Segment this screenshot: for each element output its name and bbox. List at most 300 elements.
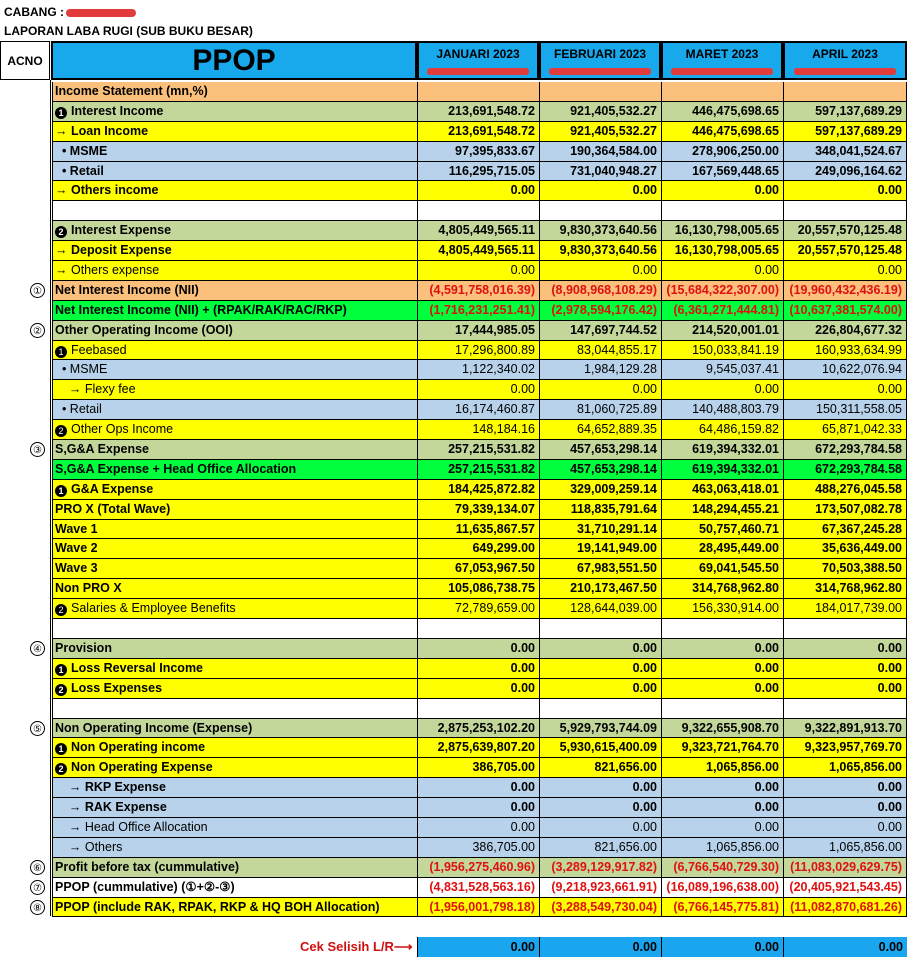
section-number: ④ bbox=[30, 641, 45, 656]
row-label bbox=[52, 281, 417, 301]
row-label-text: G&A Expense bbox=[71, 481, 154, 496]
table-row bbox=[0, 679, 910, 699]
cell-value: (8,908,968,108.29) bbox=[539, 281, 661, 301]
cell-value: 0.00 bbox=[661, 380, 783, 400]
cabang-text: CABANG : bbox=[4, 5, 64, 19]
table-row bbox=[0, 281, 910, 301]
cell-value: 0.00 bbox=[417, 181, 539, 201]
table-row bbox=[0, 858, 910, 878]
cell-value: 329,009,259.14 bbox=[539, 480, 661, 500]
row-label-text: PRO X (Total Wave) bbox=[55, 501, 171, 516]
cell-value bbox=[783, 201, 907, 221]
section-number: ② bbox=[30, 323, 45, 338]
cell-value: 0.00 bbox=[417, 261, 539, 281]
table-row bbox=[0, 142, 910, 162]
cell-value: 0.00 bbox=[783, 679, 907, 699]
cell-value: 213,691,548.72 bbox=[417, 102, 539, 122]
redacted-code bbox=[427, 68, 529, 75]
section-number: ⑤ bbox=[30, 721, 45, 736]
cell-value: 17,296,800.89 bbox=[417, 341, 539, 361]
row-label bbox=[52, 659, 417, 679]
cell-value: 4,805,449,565.11 bbox=[417, 241, 539, 261]
table-row bbox=[0, 221, 910, 241]
row-label bbox=[52, 221, 417, 241]
row-label bbox=[52, 341, 417, 361]
row-label-text: → RAK Expense bbox=[55, 800, 167, 815]
month-label: FEBRUARI 2023 bbox=[553, 47, 647, 61]
month-label: APRIL 2023 bbox=[812, 47, 878, 61]
row-label-text: → Others expense bbox=[55, 263, 160, 278]
row-label bbox=[52, 500, 417, 520]
row-label-text: Non Operating Income (Expense) bbox=[55, 720, 253, 735]
row-label bbox=[52, 738, 417, 758]
cell-value: 116,295,715.05 bbox=[417, 162, 539, 182]
table-row bbox=[0, 798, 910, 818]
cell-value: (6,766,145,775.81) bbox=[661, 898, 783, 918]
cell-value bbox=[417, 82, 539, 102]
cell-value: 0.00 bbox=[539, 639, 661, 659]
redacted-code bbox=[794, 68, 896, 75]
row-label bbox=[52, 858, 417, 878]
cell-value: 1,065,856.00 bbox=[783, 838, 907, 858]
cell-value: 0.00 bbox=[783, 818, 907, 838]
row-label bbox=[52, 102, 417, 122]
table-row bbox=[0, 818, 910, 838]
cell-value bbox=[661, 201, 783, 221]
cell-value: 226,804,677.32 bbox=[783, 321, 907, 341]
table-row bbox=[0, 380, 910, 400]
row-label bbox=[52, 838, 417, 858]
row-label bbox=[52, 798, 417, 818]
cell-value: 184,017,739.00 bbox=[783, 599, 907, 619]
cell-value: 0.00 bbox=[783, 639, 907, 659]
cell-value: 67,983,551.50 bbox=[539, 559, 661, 579]
cell-value: 0.00 bbox=[539, 818, 661, 838]
row-label bbox=[52, 420, 417, 440]
cell-value: 16,130,798,005.65 bbox=[661, 221, 783, 241]
section-number: ③ bbox=[30, 442, 45, 457]
check-value-feb: 0.00 bbox=[539, 937, 661, 957]
cell-value: 619,394,332.01 bbox=[661, 440, 783, 460]
cell-value: 150,311,558.05 bbox=[783, 400, 907, 420]
cell-value: 821,656.00 bbox=[539, 838, 661, 858]
cell-value: 69,041,545.50 bbox=[661, 559, 783, 579]
cell-value: 0.00 bbox=[661, 181, 783, 201]
table-row bbox=[0, 241, 910, 261]
table-row bbox=[0, 758, 910, 778]
cell-value: 0.00 bbox=[661, 261, 783, 281]
bullet-number: 1 bbox=[55, 743, 67, 755]
row-label-text: → Head Office Allocation bbox=[55, 819, 208, 834]
row-label-text: Non Operating income bbox=[71, 740, 206, 755]
section-number: ① bbox=[30, 283, 45, 298]
redacted-branch-name bbox=[66, 9, 136, 17]
cell-value: 619,394,332.01 bbox=[661, 460, 783, 480]
row-label bbox=[52, 699, 417, 719]
row-label bbox=[52, 898, 417, 918]
table-row bbox=[0, 360, 910, 380]
row-label-text: → Others income bbox=[55, 183, 159, 198]
cell-value: 83,044,855.17 bbox=[539, 341, 661, 361]
row-label bbox=[52, 758, 417, 778]
row-label-text: Loss Reversal Income bbox=[71, 660, 204, 675]
cell-value: (6,361,271,444.81) bbox=[661, 301, 783, 321]
row-label-text: Wave 2 bbox=[55, 541, 98, 556]
cell-value: (15,684,322,307.00) bbox=[661, 281, 783, 301]
cell-value: 31,710,291.14 bbox=[539, 520, 661, 540]
cell-value: 9,323,957,769.70 bbox=[783, 738, 907, 758]
cell-value: 50,757,460.71 bbox=[661, 520, 783, 540]
cell-value: 257,215,531.82 bbox=[417, 440, 539, 460]
cell-value: 0.00 bbox=[539, 778, 661, 798]
table-row bbox=[0, 520, 910, 540]
table-row bbox=[0, 878, 910, 898]
bullet-number: 2 bbox=[55, 684, 67, 696]
row-label-text: Interest Income bbox=[71, 103, 164, 118]
cell-value: 278,906,250.00 bbox=[661, 142, 783, 162]
cell-value: 20,557,570,125.48 bbox=[783, 241, 907, 261]
cell-value: 67,053,967.50 bbox=[417, 559, 539, 579]
bullet-number: 2 bbox=[55, 763, 67, 775]
cell-value: 190,364,584.00 bbox=[539, 142, 661, 162]
cell-value: 314,768,962.80 bbox=[661, 579, 783, 599]
row-label-text: PPOP (cummulative) (①+②-③) bbox=[55, 879, 235, 894]
table-row bbox=[0, 201, 910, 221]
cell-value: 921,405,532.27 bbox=[539, 122, 661, 142]
cell-value: 249,096,164.62 bbox=[783, 162, 907, 182]
table-row bbox=[0, 321, 910, 341]
row-label-text: Feebased bbox=[71, 342, 127, 357]
cell-value bbox=[539, 201, 661, 221]
row-label-text: Interest Expense bbox=[71, 223, 172, 238]
cell-value: (16,089,196,638.00) bbox=[661, 878, 783, 898]
cell-value: 1,065,856.00 bbox=[661, 838, 783, 858]
row-label-text: PPOP (include RAK, RPAK, RKP & HQ BOH Allocation) bbox=[55, 899, 380, 914]
table-row bbox=[0, 440, 910, 460]
cell-value: 0.00 bbox=[417, 639, 539, 659]
cell-value: 148,294,455.21 bbox=[661, 500, 783, 520]
row-label-text: Other Ops Income bbox=[71, 422, 174, 437]
check-value-apr: 0.00 bbox=[783, 937, 907, 957]
cell-value: 2,875,253,102.20 bbox=[417, 719, 539, 739]
bullet-number: 1 bbox=[55, 664, 67, 676]
cell-value: 213,691,548.72 bbox=[417, 122, 539, 142]
month-header-feb bbox=[539, 41, 661, 80]
cell-value: 0.00 bbox=[417, 659, 539, 679]
cell-value: 16,130,798,005.65 bbox=[661, 241, 783, 261]
table-row bbox=[0, 539, 910, 559]
cell-value bbox=[417, 619, 539, 639]
section-number: ⑧ bbox=[30, 900, 45, 915]
row-label-text: S,G&A Expense bbox=[55, 442, 150, 457]
month-header-mar bbox=[661, 41, 783, 80]
row-label bbox=[52, 122, 417, 142]
cell-value: (9,218,923,661.91) bbox=[539, 878, 661, 898]
row-label bbox=[52, 818, 417, 838]
row-label bbox=[52, 380, 417, 400]
cell-value: 9,830,373,640.56 bbox=[539, 221, 661, 241]
row-label bbox=[52, 241, 417, 261]
bullet-number: 2 bbox=[55, 604, 67, 616]
table-row bbox=[0, 659, 910, 679]
row-label-text: • Retail bbox=[55, 163, 104, 178]
cell-value: (19,960,432,436.19) bbox=[783, 281, 907, 301]
cell-value: 64,486,159.82 bbox=[661, 420, 783, 440]
row-label-text: Non PRO X bbox=[55, 581, 122, 596]
table-row bbox=[0, 579, 910, 599]
cell-value: 97,395,833.67 bbox=[417, 142, 539, 162]
table-row bbox=[0, 181, 910, 201]
row-label bbox=[52, 639, 417, 659]
cell-value: (3,289,129,917.82) bbox=[539, 858, 661, 878]
row-label bbox=[52, 301, 417, 321]
cell-value: 11,635,867.57 bbox=[417, 520, 539, 540]
row-label-text: Salaries & Employee Benefits bbox=[71, 601, 236, 616]
row-label-text: Other Operating Income (OOI) bbox=[55, 322, 233, 337]
cell-value: (1,716,231,251.41) bbox=[417, 301, 539, 321]
cell-value: 257,215,531.82 bbox=[417, 460, 539, 480]
row-label bbox=[52, 619, 417, 639]
table-row bbox=[0, 480, 910, 500]
cell-value: 0.00 bbox=[417, 818, 539, 838]
row-label-text: Provision bbox=[55, 640, 112, 655]
row-label bbox=[52, 878, 417, 898]
row-label bbox=[52, 579, 417, 599]
cell-value: (20,405,921,543.45) bbox=[783, 878, 907, 898]
cell-value: 649,299.00 bbox=[417, 539, 539, 559]
cell-value: 5,930,615,400.09 bbox=[539, 738, 661, 758]
bullet-number: 1 bbox=[55, 346, 67, 358]
month-label: JANUARI 2023 bbox=[436, 47, 520, 61]
row-label bbox=[52, 460, 417, 480]
cell-value: 20,557,570,125.48 bbox=[783, 221, 907, 241]
row-label-text: Net Interest Income (NII) bbox=[55, 282, 199, 297]
cell-value: 597,137,689.29 bbox=[783, 122, 907, 142]
cell-value: 147,697,744.52 bbox=[539, 321, 661, 341]
cell-value: (1,956,001,798.18) bbox=[417, 898, 539, 918]
table-row bbox=[0, 599, 910, 619]
cell-value: 67,367,245.28 bbox=[783, 520, 907, 540]
cell-value: 28,495,449.00 bbox=[661, 539, 783, 559]
month-label: MARET 2023 bbox=[685, 47, 759, 61]
cell-value bbox=[417, 699, 539, 719]
cell-value: 0.00 bbox=[783, 181, 907, 201]
income-statement-table bbox=[0, 82, 910, 917]
row-label-text: Net Interest Income (NII) + (RPAK/RAK/RAC/RKP) bbox=[55, 302, 347, 317]
table-row bbox=[0, 420, 910, 440]
cell-value: 0.00 bbox=[661, 818, 783, 838]
cell-value: 821,656.00 bbox=[539, 758, 661, 778]
cell-value bbox=[539, 699, 661, 719]
cell-value: 81,060,725.89 bbox=[539, 400, 661, 420]
cell-value: 4,805,449,565.11 bbox=[417, 221, 539, 241]
cell-value: 0.00 bbox=[417, 380, 539, 400]
cell-value: 1,122,340.02 bbox=[417, 360, 539, 380]
cell-value: 0.00 bbox=[661, 659, 783, 679]
cell-value bbox=[661, 699, 783, 719]
cell-value: 921,405,532.27 bbox=[539, 102, 661, 122]
redacted-code bbox=[671, 68, 773, 75]
row-label bbox=[52, 360, 417, 380]
cell-value: (1,956,275,460.96) bbox=[417, 858, 539, 878]
table-row bbox=[0, 400, 910, 420]
row-label-text: • Retail bbox=[55, 402, 102, 417]
row-label bbox=[52, 559, 417, 579]
cell-value: 0.00 bbox=[417, 778, 539, 798]
cell-value: 0.00 bbox=[783, 659, 907, 679]
row-label bbox=[52, 201, 417, 221]
cell-value: 118,835,791.64 bbox=[539, 500, 661, 520]
cell-value: 79,339,134.07 bbox=[417, 500, 539, 520]
cell-value: (3,288,549,730.04) bbox=[539, 898, 661, 918]
cell-value: 19,141,949.00 bbox=[539, 539, 661, 559]
cabang-label bbox=[4, 5, 136, 19]
check-difference-label: Cek Selisih L/R⟶ bbox=[300, 939, 413, 954]
table-row bbox=[0, 460, 910, 480]
table-row bbox=[0, 500, 910, 520]
check-value-mar: 0.00 bbox=[661, 937, 783, 957]
cell-value: (11,083,029,629.75) bbox=[783, 858, 907, 878]
cell-value: 488,276,045.58 bbox=[783, 480, 907, 500]
cell-value: 0.00 bbox=[661, 679, 783, 699]
redacted-code bbox=[549, 68, 651, 75]
cell-value: 156,330,914.00 bbox=[661, 599, 783, 619]
cell-value: 9,545,037.41 bbox=[661, 360, 783, 380]
row-label bbox=[52, 679, 417, 699]
cell-value: 0.00 bbox=[417, 798, 539, 818]
row-label bbox=[52, 400, 417, 420]
table-row bbox=[0, 619, 910, 639]
row-label-text: Loss Expenses bbox=[71, 680, 163, 695]
cell-value: 446,475,698.65 bbox=[661, 122, 783, 142]
cell-value: 9,322,655,908.70 bbox=[661, 719, 783, 739]
cell-value: 16,174,460.87 bbox=[417, 400, 539, 420]
cell-value: 672,293,784.58 bbox=[783, 440, 907, 460]
check-difference-row bbox=[0, 937, 910, 957]
month-header-jan bbox=[417, 41, 539, 80]
row-label bbox=[52, 181, 417, 201]
cell-value bbox=[661, 82, 783, 102]
row-label bbox=[52, 719, 417, 739]
row-label bbox=[52, 321, 417, 341]
table-row bbox=[0, 738, 910, 758]
table-row bbox=[0, 719, 910, 739]
cell-value: 348,041,524.67 bbox=[783, 142, 907, 162]
section-number: ⑦ bbox=[30, 880, 45, 895]
cell-value: 184,425,872.82 bbox=[417, 480, 539, 500]
cell-value: 457,653,298.14 bbox=[539, 460, 661, 480]
ppop-title: PPOP bbox=[51, 41, 417, 80]
month-header-apr bbox=[783, 41, 907, 80]
row-label-text: Non Operating Expense bbox=[71, 760, 213, 775]
cell-value: 0.00 bbox=[661, 798, 783, 818]
cell-value: 463,063,418.01 bbox=[661, 480, 783, 500]
cell-value bbox=[783, 699, 907, 719]
table-row bbox=[0, 778, 910, 798]
row-label bbox=[52, 261, 417, 281]
cell-value: 173,507,082.78 bbox=[783, 500, 907, 520]
cell-value: 65,871,042.33 bbox=[783, 420, 907, 440]
cell-value: 0.00 bbox=[661, 639, 783, 659]
cell-value: 160,933,634.99 bbox=[783, 341, 907, 361]
cell-value: 214,520,001.01 bbox=[661, 321, 783, 341]
table-row bbox=[0, 341, 910, 361]
cell-value: 0.00 bbox=[661, 778, 783, 798]
row-label-text: Income Statement (mn,%) bbox=[55, 84, 208, 98]
cell-value: 0.00 bbox=[783, 380, 907, 400]
cell-value: 314,768,962.80 bbox=[783, 579, 907, 599]
row-label bbox=[52, 599, 417, 619]
bullet-number: 2 bbox=[55, 425, 67, 437]
row-label bbox=[52, 520, 417, 540]
row-label-text: → Others bbox=[55, 839, 123, 854]
cell-value: (2,978,594,176.42) bbox=[539, 301, 661, 321]
cell-value bbox=[417, 201, 539, 221]
cell-value bbox=[539, 619, 661, 639]
cell-value bbox=[783, 619, 907, 639]
cell-value bbox=[783, 82, 907, 102]
row-label-text: Wave 3 bbox=[55, 561, 98, 576]
cell-value: (11,082,870,681.26) bbox=[783, 898, 907, 918]
cell-value: 140,488,803.79 bbox=[661, 400, 783, 420]
cell-value: 70,503,388.50 bbox=[783, 559, 907, 579]
row-label bbox=[52, 82, 417, 102]
table-row bbox=[0, 102, 910, 122]
cell-value: 167,569,448.65 bbox=[661, 162, 783, 182]
cell-value: 17,444,985.05 bbox=[417, 321, 539, 341]
cell-value: 0.00 bbox=[783, 261, 907, 281]
table-row bbox=[0, 699, 910, 719]
cell-value: 72,789,659.00 bbox=[417, 599, 539, 619]
table-row bbox=[0, 559, 910, 579]
cell-value bbox=[539, 82, 661, 102]
row-label bbox=[52, 162, 417, 182]
cell-value: 1,065,856.00 bbox=[783, 758, 907, 778]
cell-value: 9,322,891,913.70 bbox=[783, 719, 907, 739]
row-label bbox=[52, 480, 417, 500]
cell-value: (4,831,528,563.16) bbox=[417, 878, 539, 898]
row-label bbox=[52, 539, 417, 559]
cell-value: 9,323,721,764.70 bbox=[661, 738, 783, 758]
cell-value: 0.00 bbox=[539, 659, 661, 679]
row-label bbox=[52, 778, 417, 798]
cell-value: 210,173,467.50 bbox=[539, 579, 661, 599]
cell-value: (4,591,758,016.39) bbox=[417, 281, 539, 301]
cell-value: 64,652,889.35 bbox=[539, 420, 661, 440]
cell-value: 105,086,738.75 bbox=[417, 579, 539, 599]
cell-value: 0.00 bbox=[417, 679, 539, 699]
report-title: LAPORAN LABA RUGI (SUB BUKU BESAR) bbox=[4, 24, 253, 38]
cell-value: 731,040,948.27 bbox=[539, 162, 661, 182]
cell-value: 457,653,298.14 bbox=[539, 440, 661, 460]
table-row bbox=[0, 261, 910, 281]
cell-value: 0.00 bbox=[539, 261, 661, 281]
table-row bbox=[0, 162, 910, 182]
row-label-text: Wave 1 bbox=[55, 521, 98, 536]
cell-value: 597,137,689.29 bbox=[783, 102, 907, 122]
bullet-number: 1 bbox=[55, 485, 67, 497]
table-row bbox=[0, 898, 910, 918]
cell-value: 0.00 bbox=[783, 778, 907, 798]
table-row bbox=[0, 838, 910, 858]
cell-value: 672,293,784.58 bbox=[783, 460, 907, 480]
row-label-text: • MSME bbox=[55, 362, 108, 377]
row-label bbox=[52, 142, 417, 162]
cell-value: 148,184.16 bbox=[417, 420, 539, 440]
cell-value: 0.00 bbox=[539, 679, 661, 699]
bullet-number: 2 bbox=[55, 226, 67, 238]
cell-value: 386,705.00 bbox=[417, 838, 539, 858]
